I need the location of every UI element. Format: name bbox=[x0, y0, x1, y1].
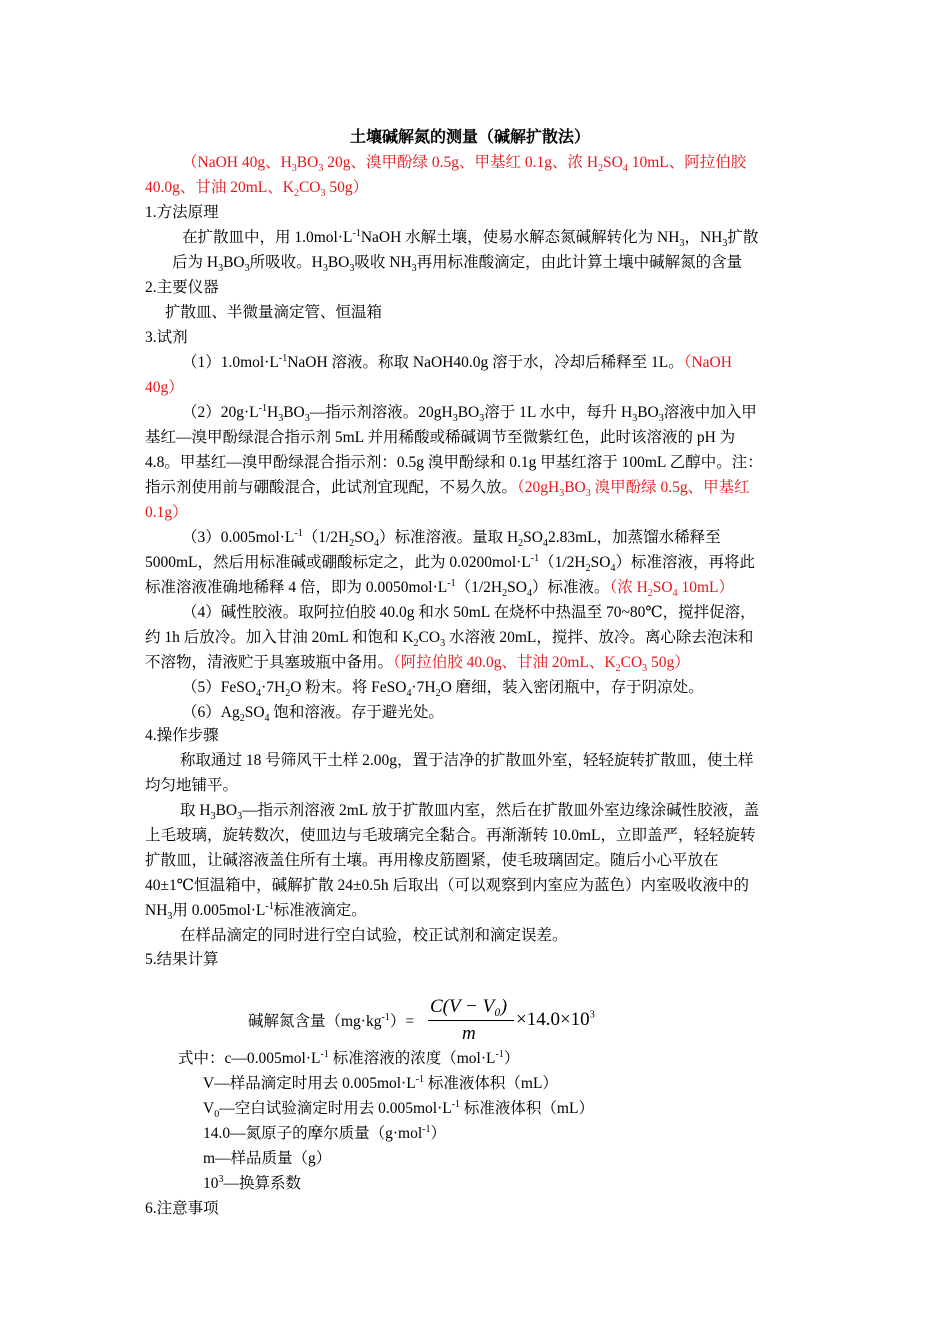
where-line-v0: $V_0—$空白试验滴定时用去 $0.005mol\cdot L^{-1}$ 标准液体积（mL） bbox=[203, 1098, 594, 1121]
procedure-p2-line-1: 取 $H_3BO_3—$指示剂溶液 2mL 放于扩散皿内室，然后在扩散皿外室边缘涂碱性胶液，盖 bbox=[180, 802, 760, 823]
page-title: 土壤碱解氮的测量（碱解扩散法） bbox=[350, 129, 591, 146]
reagent-3-line-3: 标准溶液准确地稀释 4 倍，即为 $0.0050mol\cdot L^{-1}(1/2H_2SO_4)$标准液。（浓 $H_2SO_4$ 10mL） bbox=[145, 577, 735, 600]
section-heading-calculation: 5.结果计算 bbox=[145, 951, 219, 968]
formula-label: 碱解氮含量$(mg\cdot kg^{-1})=$ bbox=[248, 1011, 415, 1030]
formula-numerator: C(V − V₀) bbox=[430, 996, 508, 1017]
reagent-4-line-2: 约 1h 后放冷。加入甘油 20mL 和饱和 $K_2CO_3$ 水溶液 20mL，搅拌、放冷。离心除去泡沫和 bbox=[145, 629, 754, 650]
reagent-5: $(5)FeSO_4\cdot 7H_2O$ 粉末。将 $FeSO_4\cdot 7H_2O$ 磨细，装入密闭瓶中，存于阴凉处。 bbox=[182, 679, 704, 700]
principle-line-1: 在扩散皿中，用 $1.0mol\cdot L^{-1}NaOH$ 水解土壤，使易水解态氮碱解转化为 $NH_3$，$NH_3$扩散 bbox=[182, 227, 759, 250]
procedure-p2-line-4: 40±1℃恒温箱中，碱解扩散 24±0.5h 后取出（可以观察到内室应为蓝色）内室吸收液中的 bbox=[145, 877, 749, 894]
reagent-4-line-1: （4）碱性胶液。取阿拉伯胶 40.0g 和水 50mL 在烧杯中热温至 70~80℃，搅拌促溶， bbox=[182, 604, 756, 621]
procedure-p1-line-1: 称取通过 18 号筛风干土样 2.00g，置于洁净的扩散皿外室，轻轻旋转扩散皿，使土样 bbox=[180, 752, 754, 769]
where-line-c: 式中：$c—0.005mol\cdot L^{-1}$ 标准溶液的浓度$(mol\cdot L^{-1})$ bbox=[178, 1048, 520, 1067]
reagent-2-line-3: 4.8。甲基红—溴甲酚绿混合指示剂：0.5g 溴甲酚绿和 0.1g 甲基红溶于 100mL 乙醇中。注： bbox=[145, 454, 763, 471]
procedure-p1-line-2: 均匀地铺平。 bbox=[145, 777, 239, 794]
section-heading-instruments: 2.主要仪器 bbox=[145, 279, 219, 296]
reagents-summary-line-1: （NaOH 40g、$H_3BO_3$ 20g、溴甲酚绿 0.5g、甲基红 0.1g、浓 $H_2SO_4$ 10mL、阿拉伯胶 bbox=[182, 154, 747, 175]
section-heading-principle: 1.方法原理 bbox=[145, 204, 219, 221]
instruments-text: 扩散皿、半微量滴定管、恒温箱 bbox=[165, 304, 383, 321]
reagent-2-line-4: 指示剂使用前与硼酸混合，此试剂宜现配，不易久放。（$20gH_3BO_3$ 溴甲酚绿 0.5g、甲基红 bbox=[145, 479, 750, 500]
principle-line-2: 后为 $H_3BO_3$所吸收。$H_3BO_3$吸收 $NH_3$再用标准酸滴定，由此计算土壤中碱解氮的含量 bbox=[172, 254, 743, 275]
procedure-p2-line-5: $NH_3$用 $0.005mol\cdot L^{-1}$标准液滴定。 bbox=[145, 900, 367, 923]
formula-denominator: m bbox=[462, 1023, 476, 1044]
where-line-mass: m—样品质量（g） bbox=[203, 1150, 332, 1167]
reagents-summary-line-2: 40.0g、甘油 20mL、$K_2CO_3$ 50g） bbox=[145, 179, 369, 200]
reagent-2-line-5: 0.1g） bbox=[145, 504, 188, 521]
formula bbox=[428, 996, 618, 1046]
where-line-factor: $10^3—$换算系数 bbox=[203, 1173, 302, 1192]
section-heading-reagents: 3.试剂 bbox=[145, 329, 188, 346]
procedure-p2-line-2: 上毛玻璃，旋转数次，使皿边与毛玻璃完全黏合。再渐渐转 10.0mL，立即盖严，轻轻旋转 bbox=[145, 827, 756, 844]
procedure-p2-line-3: 扩散皿，让碱溶液盖住所有土壤。再用橡皮筋圈紧，使毛玻璃固定。随后小心平放在 bbox=[145, 852, 719, 869]
reagent-6: $(6)Ag_2SO_4$ 饱和溶液。存于避光处。 bbox=[182, 704, 444, 725]
fraction-bar bbox=[428, 1020, 514, 1021]
where-line-v: V—样品滴定时用去 $0.005mol\cdot L^{-1}$ 标准液体积（mL） bbox=[203, 1073, 558, 1092]
reagent-1-line-2: 40g） bbox=[145, 379, 184, 396]
reagent-2-line-1: $(2)20g\cdot L^{-1}H_3BO_3—$指示剂溶液。$20gH_3BO_3$溶于 1L 水中，每升 $H_3BO_3$溶液中加入甲 bbox=[182, 402, 757, 425]
reagent-1-line-1: $(1)1.0mol\cdot L^{-1}NaOH$ 溶液。称取 NaOH40.0g 溶于水，冷却后稀释至 1L。（NaOH bbox=[182, 352, 732, 371]
reagent-4-line-3: 不溶物，清液贮于具塞玻瓶中备用。（阿拉伯胶 40.0g、甘油 20mL、$K_2CO_3$ 50g） bbox=[145, 654, 690, 675]
reagent-3-line-2: 5000mL，然后用标准碱或硼酸标定之，此为 $0.0200mol\cdot L^{-1}(1/2H_2SO_4)$标准溶液，再将此 bbox=[145, 552, 755, 575]
where-line-molar-mass: 14.0—氮原子的摩尔质量（g·mol$^{-1}$） bbox=[203, 1123, 447, 1142]
reagent-2-line-2: 基红—溴甲酚绿混合指示剂 5mL 并用稀酸或稀碱调节至微紫红色，此时该溶液的 pH 为 bbox=[145, 429, 736, 446]
formula-multiplier: $\times 14.0\times 10^3$ bbox=[516, 1009, 595, 1030]
reagent-3-line-1: $(3)0.005mol\cdot L^{-1}(1/2H_2SO_4)$标准溶液。量取 $H_2SO_42.83mL$，加蒸馏水稀释至 bbox=[182, 527, 721, 550]
section-heading-procedure: 4.操作步骤 bbox=[145, 727, 219, 744]
section-heading-notes: 6.注意事项 bbox=[145, 1200, 219, 1217]
procedure-p3: 在样品滴定的同时进行空白试验，校正试剂和滴定误差。 bbox=[180, 927, 568, 944]
